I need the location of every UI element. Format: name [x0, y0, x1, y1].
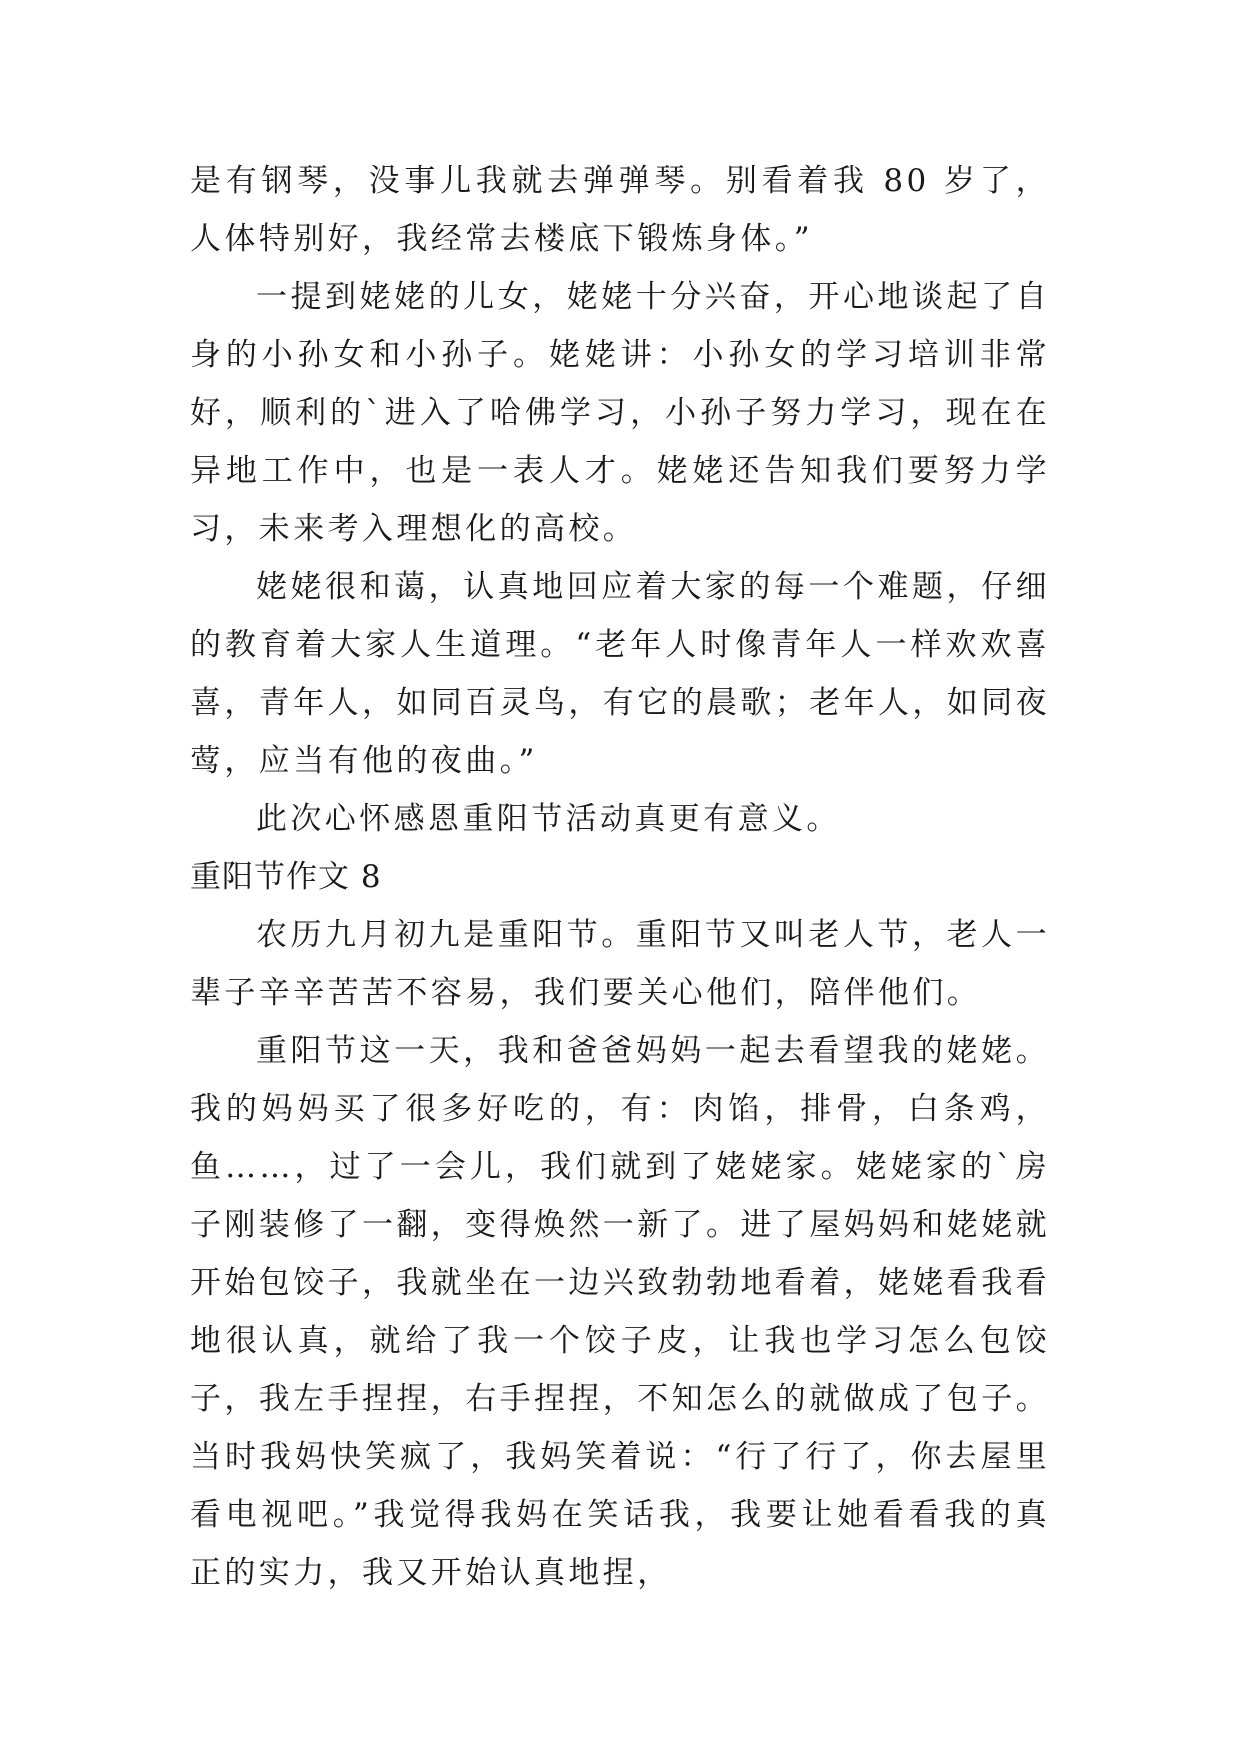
- section-heading: 重阳节作文 8: [190, 859, 382, 895]
- paragraph-dumplings: 重阳节这一天，我和爸爸妈妈一起去看望我的姥姥。我的妈妈买了很多好吃的，有：肉馅，排骨，白条鸡，鱼……，过了一会儿，我们就到了姥姥家。姥姥家的`房子刚装修了一翻，变得焕然一新了。进了屋妈妈和姥姥就开始包饺子，我就坐在一边兴致勃勃地看着，姥姥看我看地很认真，就给了我一个饺子皮，让我也学习怎么包饺子，我左手捏捏，右手捏捏，不知怎么的就做成了包子。当时我妈快笑疯了，我妈笑着说：“行了行了，你去屋里看电视吧。”我觉得我妈在笑话我，我要让她看看我的真正的实力，我又开始认真地捏，: [190, 1033, 1050, 1591]
- paragraph-grandchildren: 一提到姥姥的儿女，姥姥十分兴奋，开心地谈起了自身的小孙女和小孙子。姥姥讲：小孙女的学习培训非常好，顺利的`进入了哈佛学习，小孙子努力学习，现在在异地工作中，也是一表人才。姥姥还告知我们要努力学习，未来考入理想化的高校。: [190, 279, 1050, 547]
- paragraph-life-lessons: 姥姥很和蔼，认真地回应着大家的每一个难题，仔细的教育着大家人生道理。“老年人时像青年人一样欢欢喜喜，青年人，如同百灵鸟，有它的晨歌；老年人，如同夜莺，应当有他的夜曲。”: [190, 569, 1050, 779]
- paragraph-meaningful-activity: 此次心怀感恩重阳节活动真更有意义。: [256, 801, 841, 837]
- paragraph-double-ninth-intro: 农历九月初九是重阳节。重阳节又叫老人节，老人一辈子辛辛苦苦不容易，我们要关心他们，陪伴他们。: [190, 917, 1050, 1011]
- document-body: [190, 152, 1050, 1602]
- paragraph-piano: 是有钢琴，没事儿我就去弹弹琴。别看着我 80 岁了，人体特别好，我经常去楼底下锻炼身体。”: [190, 163, 1050, 257]
